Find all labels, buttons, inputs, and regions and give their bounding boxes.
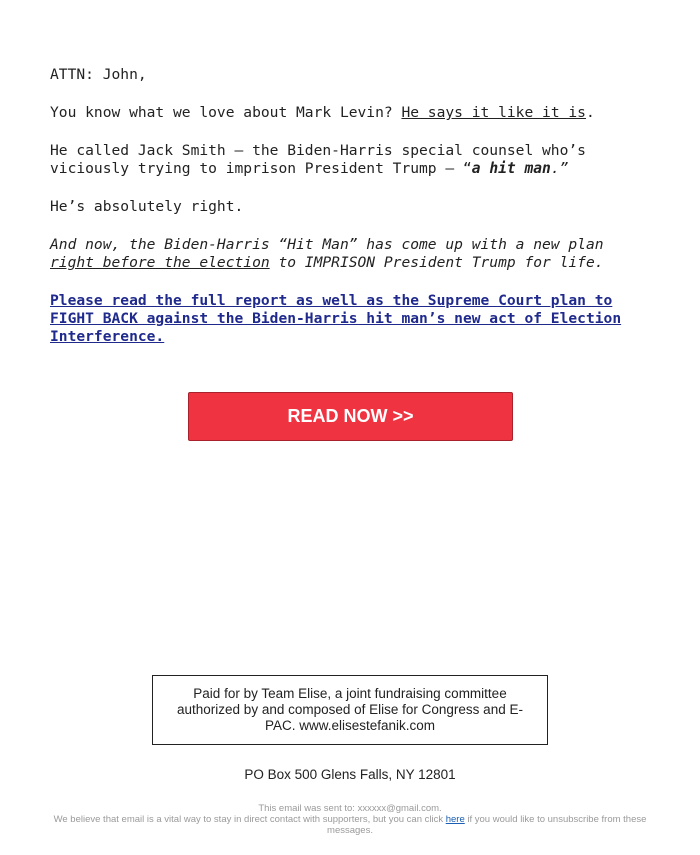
greeting: ATTN: John, xyxy=(50,66,147,83)
email-footer xyxy=(40,803,660,836)
unsubscribe-text: if you would like to unsubscribe from these messages. xyxy=(327,814,647,836)
underlined-phrase: right before the election xyxy=(50,254,270,271)
paragraph-text: And now, the Biden-Harris “Hit Man” has come up with a new plan xyxy=(50,236,604,253)
emphasis-phrase: a hit man xyxy=(471,160,551,177)
paragraph-absolutely-right: He’s absolutely right. xyxy=(50,198,244,215)
report-link-paragraph xyxy=(50,292,650,346)
read-report-link[interactable]: Please read the full report as well as the Supreme Court plan to FIGHT BACK against the Biden-Harris hit man’s new act of Election Interference. xyxy=(50,292,622,345)
paragraph-mark-levin xyxy=(50,104,650,122)
underlined-phrase: He says it like it is xyxy=(401,104,586,121)
read-now-button[interactable]: READ NOW >> xyxy=(188,392,513,441)
paragraph-text: to IMPRISON President Trump for life. xyxy=(269,254,604,271)
paragraph-text: . xyxy=(585,104,595,121)
paid-for-disclaimer: Paid for by Team Elise, a joint fundraising committee authorized by and composed of Elise for Congress and E-PAC. www.elisestefanik.com xyxy=(152,675,548,745)
mailing-address: PO Box 500 Glens Falls, NY 12801 xyxy=(244,767,456,782)
paragraph-jack-smith xyxy=(50,142,650,178)
paragraph-text: .” xyxy=(550,160,569,177)
email-body xyxy=(50,66,650,366)
paragraph-text: He called Jack Smith – the Biden-Harris special counsel who’s viciously trying to imprison President Trump – “ xyxy=(50,142,586,177)
unsubscribe-text: We believe that email is a vital way to stay in direct contact with supporters, but you can click xyxy=(53,814,446,825)
sent-to-notice: This email was sent to: xxxxxx@gmail.com. xyxy=(258,803,442,814)
cta-container xyxy=(188,392,513,441)
unsubscribe-link[interactable]: here xyxy=(445,814,465,825)
paragraph-hit-man-plan xyxy=(50,236,650,272)
unsubscribe-notice xyxy=(40,814,660,836)
paragraph-text: You know what we love about Mark Levin? xyxy=(50,104,402,121)
